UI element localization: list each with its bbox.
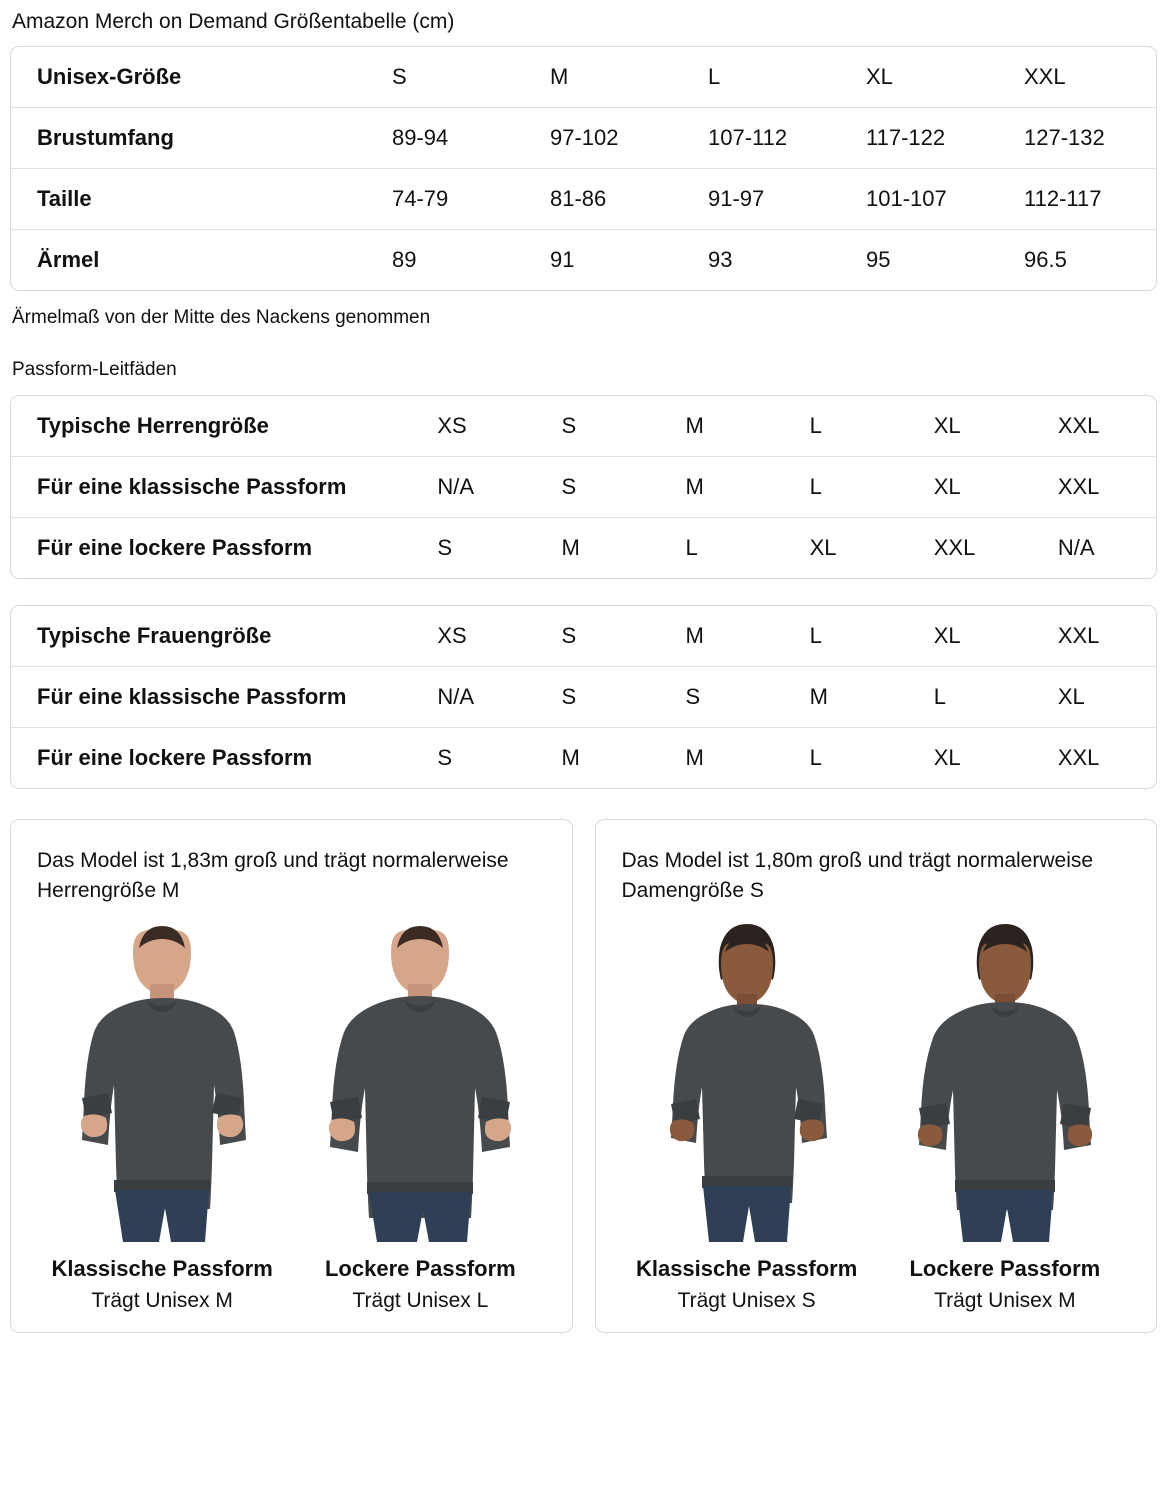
cell: M <box>561 535 580 560</box>
figure-caption <box>618 1254 876 1316</box>
cell: L <box>784 396 908 457</box>
row-label: Für eine lockere Passform <box>37 535 313 560</box>
cell: M <box>660 396 784 457</box>
cell: 117-122 <box>840 108 998 169</box>
cell: XXL <box>1032 457 1156 518</box>
table-row <box>11 457 1156 518</box>
figure-caption <box>33 1254 291 1316</box>
cell: XXL <box>1032 606 1156 667</box>
cell: XL <box>933 745 961 770</box>
cell: 89 <box>392 247 417 272</box>
woman-classic-fit-illustration <box>632 922 862 1242</box>
cell: S <box>535 457 659 518</box>
cell: XXL <box>998 47 1156 108</box>
cell: S <box>437 535 453 560</box>
cell: XS <box>411 396 535 457</box>
cell: M <box>685 745 704 770</box>
model-card-title: Das Model ist 1,83m groß und trägt normalerweise Herrengröße M <box>37 849 509 902</box>
figure-captions <box>618 1254 1135 1316</box>
cell: XXL <box>1057 745 1100 770</box>
page-title: Amazon Merch on Demand Größentabelle (cm) <box>12 10 455 33</box>
fit-name: Lockere Passform <box>324 1256 516 1281</box>
cell: S <box>660 667 784 728</box>
sleeve-measurement-note: Ärmelmaß von der Mitte des Nackens genommen <box>12 307 431 328</box>
table-row <box>11 518 1156 578</box>
woman-loose-fit-illustration <box>890 922 1120 1242</box>
table-row <box>11 728 1156 788</box>
cell: M <box>561 745 580 770</box>
figure-caption <box>291 1254 549 1316</box>
man-loose-fit-illustration <box>305 922 535 1242</box>
cell: XXL <box>1032 396 1156 457</box>
cell: L <box>809 745 822 770</box>
row-label: Ärmel <box>37 247 100 272</box>
cell: L <box>784 606 908 667</box>
table-row <box>11 606 1156 667</box>
cell: XL <box>1032 667 1156 728</box>
cell: S <box>366 47 524 108</box>
cell: XL <box>908 606 1032 667</box>
cell: L <box>908 667 1032 728</box>
man-classic-fit-illustration <box>47 922 277 1242</box>
cell: 97-102 <box>524 108 682 169</box>
cell: S <box>535 667 659 728</box>
cell: N/A <box>411 457 535 518</box>
cell: L <box>784 457 908 518</box>
figure-row <box>33 912 550 1242</box>
row-label: Taille <box>11 169 366 230</box>
cell: L <box>685 535 698 560</box>
row-label: Für eine klassische Passform <box>11 457 411 518</box>
row-label: Brustumfang <box>11 108 366 169</box>
cell: S <box>535 396 659 457</box>
cell: 91 <box>550 247 575 272</box>
table-row <box>11 667 1156 728</box>
cell: XL <box>840 47 998 108</box>
table-row <box>11 396 1156 457</box>
fit-name: Klassische Passform <box>51 1256 273 1281</box>
cell: XS <box>411 606 535 667</box>
model-card-men <box>10 819 573 1333</box>
wears-size: Trägt Unisex M <box>91 1289 233 1312</box>
row-label: Für eine lockere Passform <box>37 745 313 770</box>
row-label: Typische Frauengröße <box>11 606 411 667</box>
cell: 91-97 <box>682 169 840 230</box>
cell: M <box>660 457 784 518</box>
cell: XL <box>809 535 837 560</box>
figure-row <box>618 912 1135 1242</box>
wears-size: Trägt Unisex L <box>352 1289 489 1312</box>
cell: M <box>660 606 784 667</box>
fit-guides-label: Passform-Leitfäden <box>12 359 177 380</box>
cell: 74-79 <box>366 169 524 230</box>
figure-women-loose <box>884 922 1127 1242</box>
table-row <box>11 230 1156 290</box>
cell: N/A <box>1057 535 1095 560</box>
fit-name: Lockere Passform <box>909 1256 1101 1281</box>
figure-captions <box>33 1254 550 1316</box>
model-card-title: Das Model ist 1,80m groß und trägt normalerweise Damengröße S <box>621 849 1094 902</box>
mens-fit-table <box>10 395 1157 579</box>
cell: 89-94 <box>366 108 524 169</box>
measurements-table <box>10 46 1157 291</box>
wears-size: Trägt Unisex S <box>677 1289 816 1312</box>
womens-fit-table <box>10 605 1157 789</box>
table-row <box>11 47 1156 108</box>
model-cards <box>10 819 1157 1333</box>
row-label: Unisex-Größe <box>11 47 366 108</box>
row-label: Für eine klassische Passform <box>11 667 411 728</box>
figure-women-classic <box>625 922 868 1242</box>
fit-name: Klassische Passform <box>635 1256 858 1281</box>
cell: N/A <box>411 667 535 728</box>
cell: 127-132 <box>998 108 1156 169</box>
cell: XXL <box>933 535 976 560</box>
cell: S <box>535 606 659 667</box>
cell: M <box>784 667 908 728</box>
wears-size: Trägt Unisex M <box>934 1289 1076 1312</box>
cell: 96.5 <box>1024 247 1067 272</box>
row-label: Typische Herrengröße <box>11 396 411 457</box>
figure-men-classic <box>41 922 284 1242</box>
cell: M <box>524 47 682 108</box>
cell: XL <box>908 396 1032 457</box>
cell: 81-86 <box>524 169 682 230</box>
cell: 101-107 <box>840 169 998 230</box>
cell: 112-117 <box>998 169 1156 230</box>
cell: 107-112 <box>682 108 840 169</box>
table-gap <box>10 579 1157 605</box>
cell: 93 <box>708 247 733 272</box>
figure-men-loose <box>299 922 542 1242</box>
model-card-women <box>595 819 1158 1333</box>
cell: 95 <box>866 247 891 272</box>
figure-caption <box>876 1254 1134 1316</box>
cell: S <box>437 745 453 770</box>
table-row <box>11 169 1156 230</box>
cell: XL <box>908 457 1032 518</box>
table-row <box>11 108 1156 169</box>
cell: L <box>682 47 840 108</box>
